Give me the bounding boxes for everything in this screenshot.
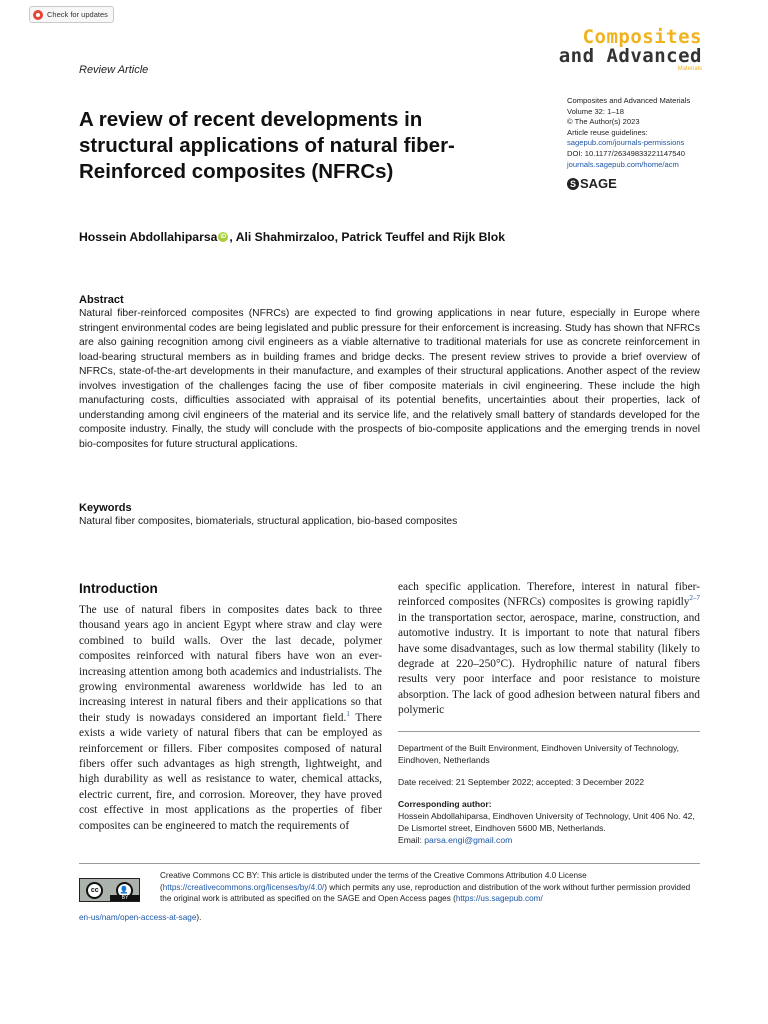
- corresponding-author: [398, 810, 698, 846]
- journal-name: Composites and Advanced Materials: [567, 96, 691, 105]
- citation-link[interactable]: 1: [346, 710, 350, 719]
- journal-logo-line2: and Advanced: [558, 45, 702, 67]
- abstract-text: Natural fiber-reinforced composites (NFRCs) are expected to find growing applications in near future, especially in Europe where stringent environmental codes are being legislated and public pressure for their enforcement is increasing. Study has shown that NFRCs are also gaining recognition among civil engineers as a viable alternative to traditional materials for use as concrete reinforcement in load-bearing structural members as in building frames and bridge decks. The present review strives to provide a brief overview of NFRCs, state-of-the-art developments in their manufacture, and examples of their structural applications. Another aspect of the review involves investigation of the challenges facing the use of fiber composite materials in civil engineering. These include the high manufacturing costs, difficulties associated with appraisal of its potential benefits, uncertainties about their properties, lack of understanding among civil engineers of the material and its service life, and the relatively small battery of standards developed for the composite industry. Finally, the study will conclude with the prospects of bio-composite applications and the emerging trends in novel bio-composites for future structural applications.: [79, 308, 701, 450]
- cc-by-badge[interactable]: [79, 878, 140, 902]
- corresponding-author-address: Hossein Abdollahiparsa, Eindhoven University of Technology, Unit 406 No. 42, De Lismortel street, Eindhoven 5600 MB, Netherlands.: [398, 811, 695, 833]
- sage-icon: S: [567, 178, 579, 190]
- divider: [398, 731, 700, 732]
- intro-right-column: [398, 580, 700, 719]
- email-label: Email:: [398, 835, 425, 845]
- author-others: , Ali Shahmirzaloo, Patrick Teuffel and Rijk Blok: [229, 230, 506, 244]
- author-list: [79, 230, 505, 244]
- intro-paragraph: each specific application. Therefore, interest in natural fiber-reinforced composites (NFRCs) composites is growing rapidly: [398, 581, 700, 609]
- check-for-updates-badge[interactable]: [29, 6, 114, 23]
- keywords-text: Natural fiber composites, biomaterials, structural application, bio-based composites: [79, 516, 458, 527]
- cc-license-link[interactable]: https://creativecommons.org/licenses/by/4.0/: [162, 882, 325, 892]
- by-label: BY: [110, 895, 140, 901]
- license-part: ) which permits any use, reproduction and distribution of the work without further permission provided the original work is attributed as specified on the SAGE and Open Access pages (: [160, 882, 691, 904]
- intro-paragraph: The use of natural fibers in composites dates back to three thousand years ago in ancient Egypt where straw and clay were combined to build walls. Over the last decade, polymer composites reinforced with natural fibers have won an ever-increasing attention among both academics and industrialists. The growing environmental awareness worldwide has led to an increasing interest in natural fibers and their applications so that their study is nowadays considered an important field.: [79, 604, 382, 724]
- intro-paragraph: in the transportation sector, aerospace, marine, construction, and automotive industry. It is important to note that natural fibers have some disadvantages, such as low thermal stability (likely to degrade at 220–250°C). Hydrophilic nature of natural fibers results very poor interface and poor resistance to moisture absorption. The lack of good adhesion between natural fibers and polymeric: [398, 611, 700, 717]
- dates: Date received: 21 September 2022; accepted: 3 December 2022: [398, 777, 645, 787]
- crossmark-icon: [33, 10, 43, 20]
- affiliation: Department of the Built Environment, Eindhoven University of Technology, Eindhoven, Netherlands: [398, 743, 680, 765]
- orcid-icon[interactable]: iD: [220, 234, 227, 240]
- divider: [79, 863, 700, 864]
- journal-logo-line3: Materials: [677, 66, 702, 72]
- introduction-heading: Introduction: [79, 581, 158, 596]
- journal-home-link[interactable]: journals.sagepub.com/home/acm: [567, 159, 679, 169]
- reuse-label: Article reuse guidelines:: [567, 127, 648, 137]
- license-part: ).: [196, 913, 202, 922]
- copyright: © The Author(s) 2023: [567, 117, 640, 127]
- reuse-link[interactable]: sagepub.com/journals-permissions: [567, 138, 685, 148]
- abstract-heading: Abstract: [79, 294, 124, 306]
- cc-icon: cc: [86, 882, 103, 899]
- check-for-updates-label: Check for updates: [47, 10, 108, 19]
- publisher-logo: [567, 176, 617, 191]
- author-first: Hossein Abdollahiparsa: [79, 230, 218, 244]
- citation-link[interactable]: 2–7: [689, 594, 700, 603]
- email-link[interactable]: parsa.engi@gmail.com: [424, 835, 513, 845]
- open-access-link[interactable]: https://us.sagepub.com/: [455, 894, 543, 904]
- license-tail: [79, 912, 201, 924]
- doi[interactable]: DOI: 10.1177/26349833221147540: [567, 148, 685, 158]
- article-type: Review Article: [79, 64, 149, 76]
- intro-paragraph: There exists a wide variety of natural fibers that can be employed as reinforcement or fillers. Fiber composites composed of natural fibers offer such advantages as high strength, lightweight, and high durability as well as resistance to water, chemical attacks, electric current, fire, and corrosion. Moreover, they have proved cost effective in most applications as the properties of fiber composites can be engineered to match the requirements of: [79, 711, 382, 832]
- open-access-link-cont[interactable]: en-us/nam/open-access-at-sage: [79, 913, 197, 922]
- person-icon: 👤: [116, 882, 133, 899]
- keywords-heading: Keywords: [79, 502, 132, 514]
- publisher-name: SAGE: [580, 176, 617, 191]
- license-text: [160, 870, 700, 905]
- intro-left-column: [79, 603, 382, 834]
- journal-logo-line1: Composites: [582, 26, 702, 48]
- paper-title: A review of recent developments in structural applications of natural fiber-Reinforced composites (NFRCs): [79, 108, 455, 183]
- license-part: Creative Commons CC BY: This article is distributed under the terms of the Creative Commons Attribution 4.0 License (: [160, 871, 587, 892]
- corresponding-author-heading: Corresponding author:: [398, 799, 492, 809]
- journal-metadata: [567, 96, 690, 170]
- volume: Volume 32: 1–18: [567, 106, 624, 116]
